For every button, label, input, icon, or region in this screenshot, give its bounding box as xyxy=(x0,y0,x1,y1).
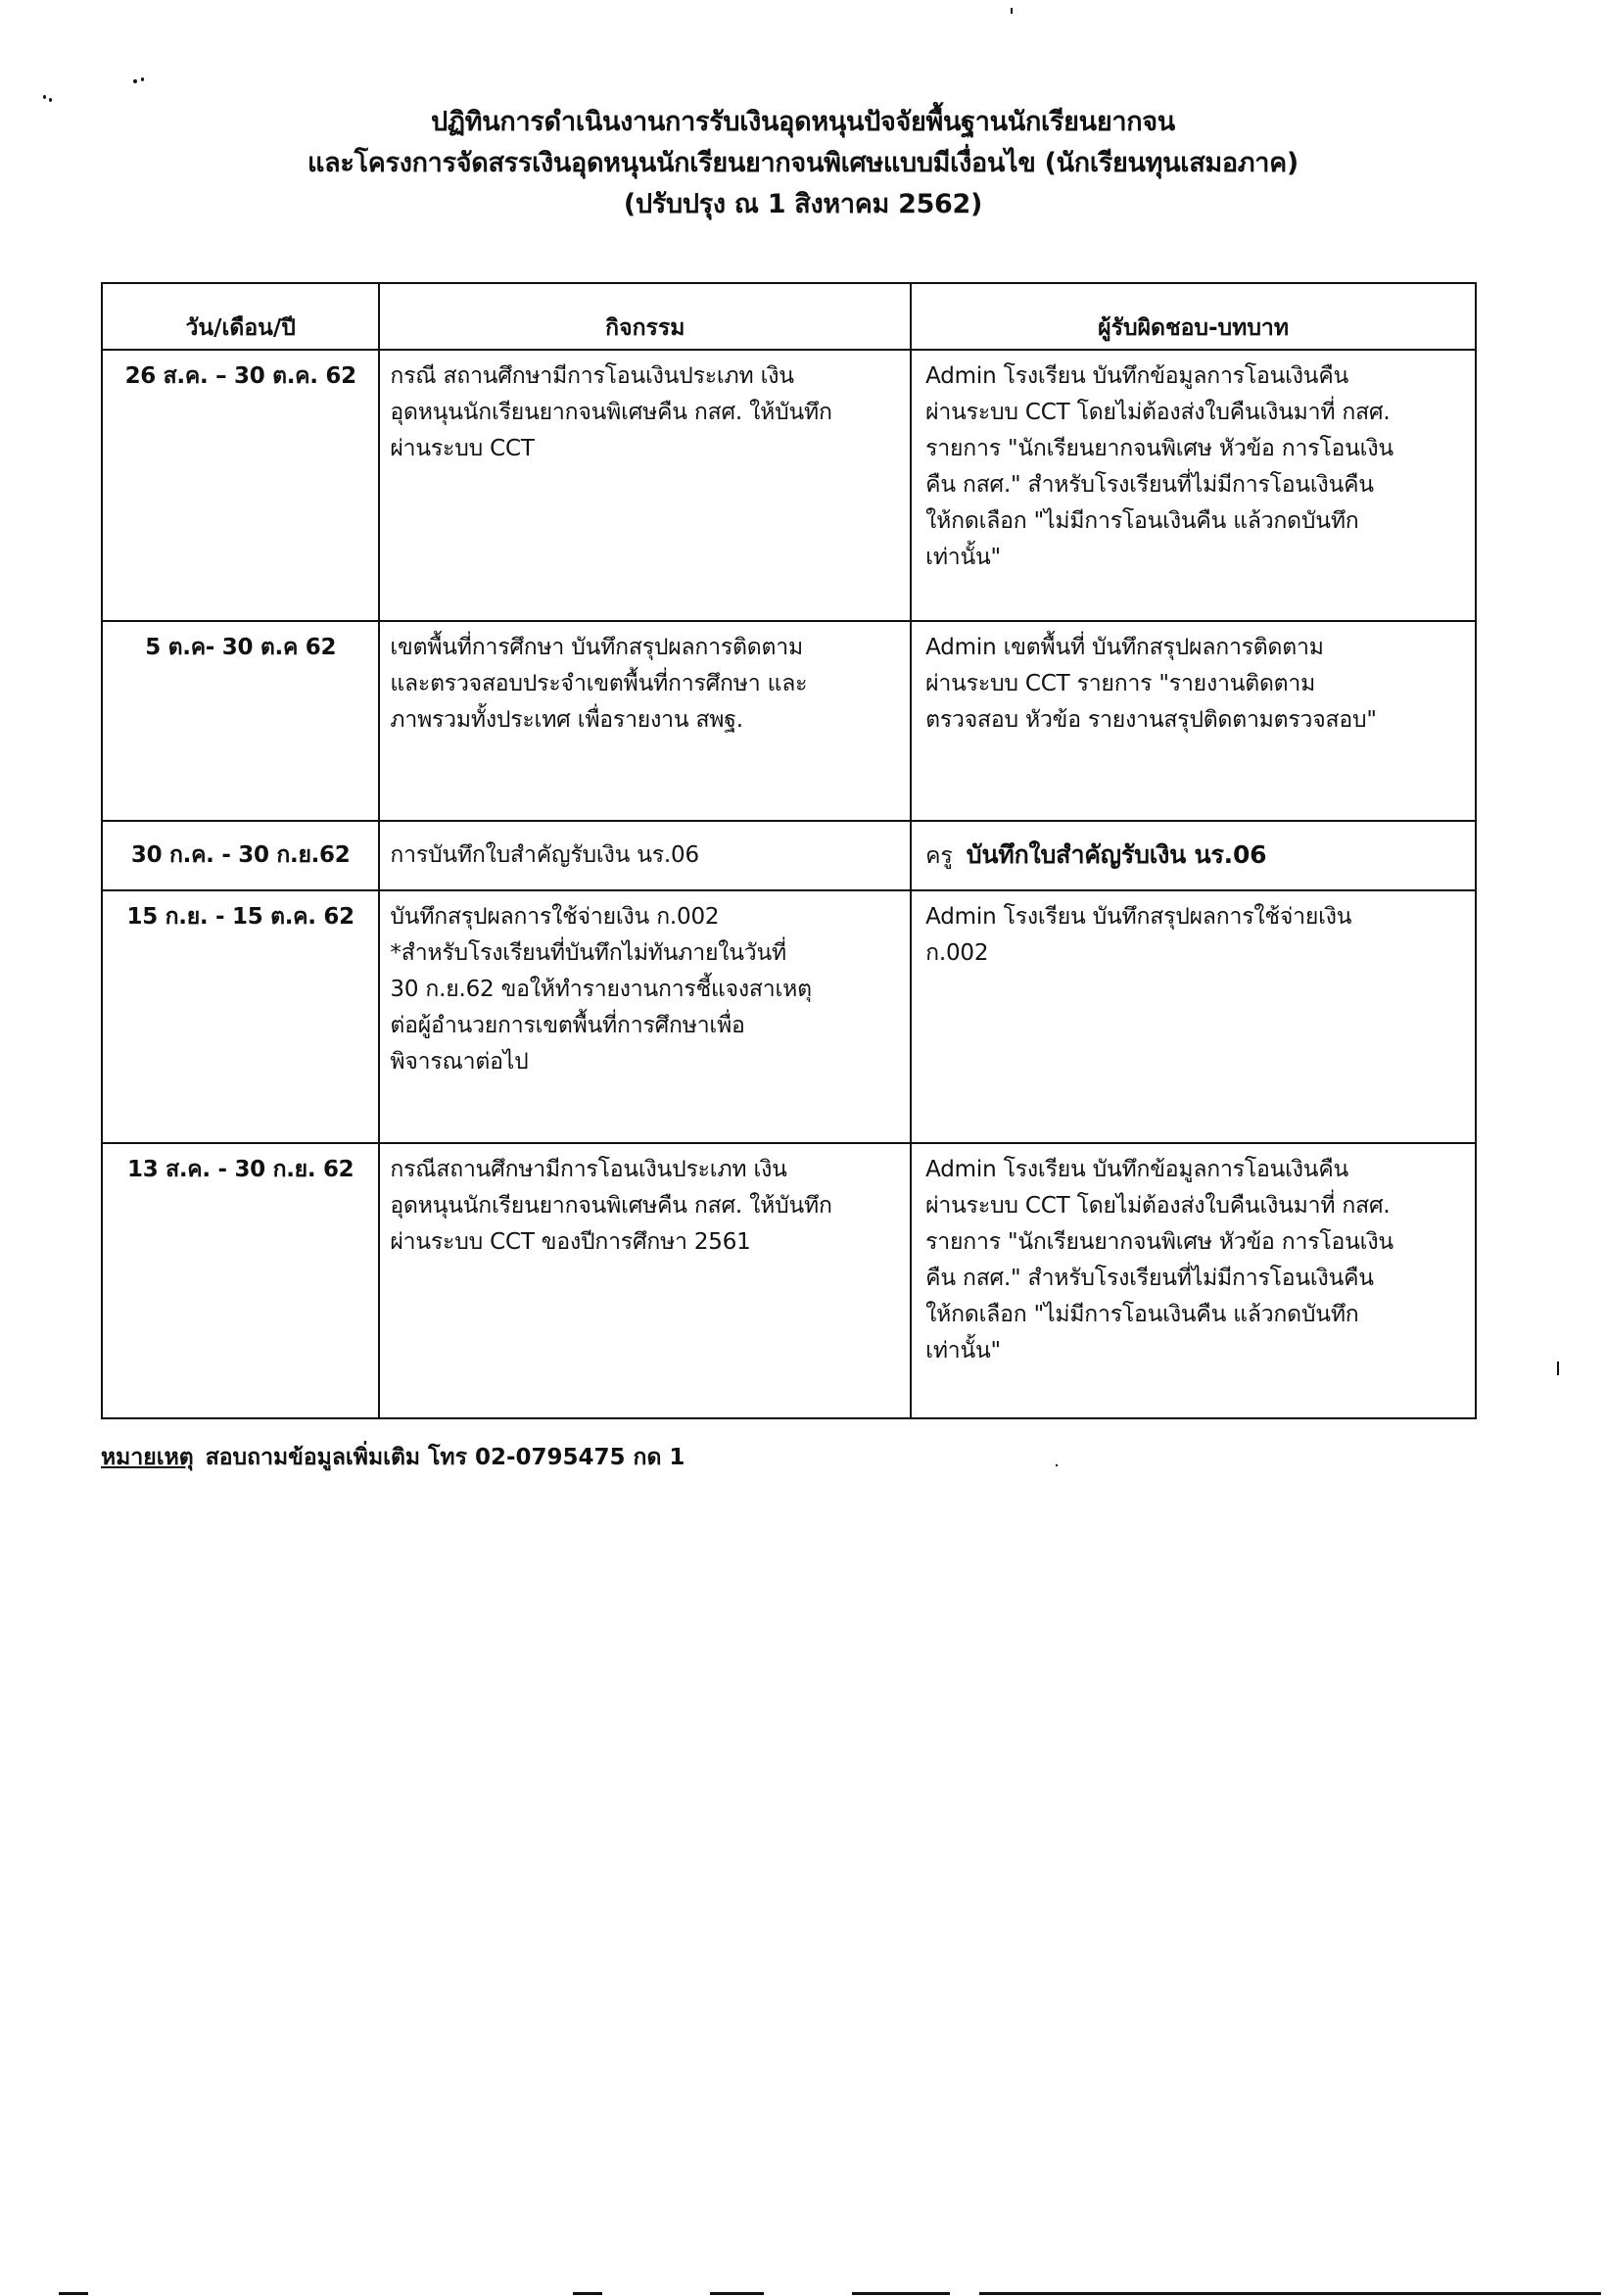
scan-edge-line xyxy=(573,2292,602,2295)
date-cell: 5 ต.ค- 30 ต.ค 62 xyxy=(102,621,379,821)
activity-cell xyxy=(379,350,911,621)
activity-cell xyxy=(379,890,911,1143)
text-line: รายการ "นักเรียนยากจนพิเศษ หัวข้อ การโอนเงิน xyxy=(925,1229,1393,1255)
table-row xyxy=(102,1143,1476,1418)
scan-edge-line xyxy=(59,2292,88,2295)
text-line: Admin โรงเรียน บันทึกสรุปผลการใช้จ่ายเงิน xyxy=(925,904,1352,930)
text-line: พิจารณาต่อไป xyxy=(390,1049,529,1075)
activity-cell xyxy=(379,821,911,890)
header-activity: กิจกรรม xyxy=(379,283,911,350)
text-line: ผ่านระบบ CCT ของปีการศึกษา 2561 xyxy=(390,1229,751,1255)
text-line: ให้กดเลือก "ไม่มีการโอนเงินคืน แล้วกดบันทึก xyxy=(925,1302,1359,1327)
scan-mark xyxy=(1011,8,1013,14)
text-line: บันทึกสรุปผลการใช้จ่ายเงิน ก.002 xyxy=(390,904,720,930)
responsible-cell xyxy=(911,1143,1476,1418)
footnote xyxy=(101,1440,685,1475)
text-line: ผ่านระบบ CCT รายการ "รายงานติดตาม xyxy=(925,671,1316,696)
text-line: 30 ก.ย.62 ขอให้ทำรายงานการชี้แจงสาเหตุ xyxy=(390,977,812,1002)
text-line: และตรวจสอบประจำเขตพื้นที่การศึกษา และ xyxy=(390,671,808,696)
text-line: กรณี สถานศึกษามีการโอนเงินประเภท เงิน xyxy=(390,363,794,389)
text-line: เขตพื้นที่การศึกษา บันทึกสรุปผลการติดตาม xyxy=(390,635,803,660)
responsible-cell xyxy=(911,350,1476,621)
text-line: คืน กสศ." สำหรับโรงเรียนที่ไม่มีการโอนเงินคืน xyxy=(925,1266,1374,1291)
table-row xyxy=(102,890,1476,1143)
text-line: คืน กสศ." สำหรับโรงเรียนที่ไม่มีการโอนเงินคืน xyxy=(925,472,1374,498)
responsible-cell xyxy=(911,621,1476,821)
scan-mark xyxy=(1557,1362,1559,1375)
text-line: ผ่านระบบ CCT xyxy=(390,436,535,461)
activity-cell xyxy=(379,621,911,821)
scan-edge-line xyxy=(852,2292,950,2295)
document-title xyxy=(0,102,1606,225)
text-line: Admin เขตพื้นที่ บันทึกสรุปผลการติดตาม xyxy=(925,635,1324,660)
table-row xyxy=(102,821,1476,890)
responsible-cell xyxy=(911,821,1476,890)
scan-mark xyxy=(1056,1464,1058,1466)
responsible-bold-text: บันทึกใบสำคัญรับเงิน นร.06 xyxy=(966,840,1267,869)
table-row xyxy=(102,350,1476,621)
text-line xyxy=(925,837,1467,875)
header-responsible: ผู้รับผิดชอบ-บทบาท xyxy=(911,283,1476,350)
date-cell: 13 ส.ค. - 30 ก.ย. 62 xyxy=(102,1143,379,1418)
text-line: เท่านั้น" xyxy=(925,545,1001,570)
footnote-text: สอบถามข้อมูลเพิ่มเติม โทร 02-0795475 กด 1 xyxy=(205,1445,685,1470)
text-line: *สำหรับโรงเรียนที่บันทึกไม่ทันภายในวันที่ xyxy=(390,940,786,966)
text-line: อุดหนุนนักเรียนยากจนพิเศษคืน กสศ. ให้บันทึก xyxy=(390,400,832,425)
date-cell: 30 ก.ค. - 30 ก.ย.62 xyxy=(102,821,379,890)
date-cell: 26 ส.ค. – 30 ต.ค. 62 xyxy=(102,350,379,621)
scan-edge-line xyxy=(979,2292,1601,2295)
text-line: กรณีสถานศึกษามีการโอนเงินประเภท เงิน xyxy=(390,1157,787,1182)
schedule-table xyxy=(101,282,1477,1419)
text-line: ผ่านระบบ CCT โดยไม่ต้องส่งใบคืนเงินมาที่ กสศ. xyxy=(925,1193,1391,1219)
text-line: Admin โรงเรียน บันทึกข้อมูลการโอนเงินคืน xyxy=(925,1157,1349,1182)
text-line: รายการ "นักเรียนยากจนพิเศษ หัวข้อ การโอนเงิน xyxy=(925,436,1393,461)
table-row xyxy=(102,621,1476,821)
text-line: ภาพรวมทั้งประเทศ เพื่อรายงาน สพฐ. xyxy=(390,707,743,733)
text-line: เท่านั้น" xyxy=(925,1338,1001,1363)
activity-cell xyxy=(379,1143,911,1418)
text-line: ให้กดเลือก "ไม่มีการโอนเงินคืน แล้วกดบันทึก xyxy=(925,508,1359,534)
title-line-3: (ปรับปรุง ณ 1 สิงหาคม 2562) xyxy=(623,189,983,219)
scan-speck xyxy=(43,95,46,99)
text-line: ต่อผู้อำนวยการเขตพื้นที่การศึกษาเพื่อ xyxy=(390,1013,745,1038)
table-header-row xyxy=(102,283,1476,350)
text-line: การบันทึกใบสำคัญรับเงิน นร.06 xyxy=(390,842,699,868)
header-date: วัน/เดือน/ปี xyxy=(102,283,379,350)
text-line: Admin โรงเรียน บันทึกข้อมูลการโอนเงินคืน xyxy=(925,363,1349,389)
text-line: ก.002 xyxy=(925,940,989,966)
scan-speck xyxy=(133,79,137,83)
footnote-label: หมายเหตุ xyxy=(101,1445,194,1470)
responsible-prefix: ครู xyxy=(925,843,953,869)
scan-speck xyxy=(141,77,144,81)
text-line: ตรวจสอบ หัวข้อ รายงานสรุปติดตามตรวจสอบ" xyxy=(925,707,1377,733)
scan-edge-line xyxy=(710,2292,764,2295)
responsible-cell xyxy=(911,890,1476,1143)
text-line: ผ่านระบบ CCT โดยไม่ต้องส่งใบคืนเงินมาที่ กสศ. xyxy=(925,400,1391,425)
title-line-1: ปฏิทินการดำเนินงานการรับเงินอุดหนุนปัจจัยพื้นฐานนักเรียนยากจน xyxy=(431,107,1175,137)
title-line-2: และโครงการจัดสรรเงินอุดหนุนนักเรียนยากจนพิเศษแบบมีเงื่อนไข (นักเรียนทุนเสมอภาค) xyxy=(307,148,1299,178)
date-cell: 15 ก.ย. - 15 ต.ค. 62 xyxy=(102,890,379,1143)
text-line: อุดหนุนนักเรียนยากจนพิเศษคืน กสศ. ให้บันทึก xyxy=(390,1193,832,1219)
